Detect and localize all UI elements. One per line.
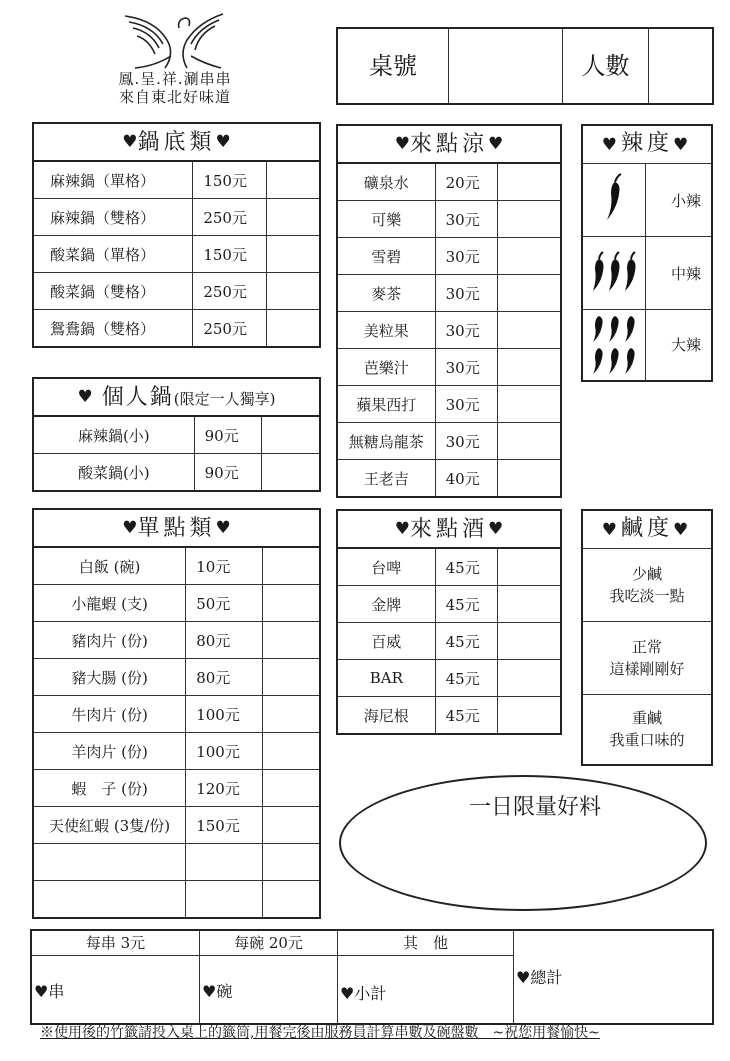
alcohol-row [337,623,561,660]
cold-drinks-table [336,162,562,498]
skewer-count-cell[interactable] [32,931,200,1023]
cold-row [337,349,561,386]
spicy-option-mild[interactable] [583,163,711,236]
item-name: 天使紅蝦 (3隻/份) [33,807,186,844]
heart-icon: ♥ [394,134,410,154]
item-quantity-field[interactable] [262,547,320,585]
heart-icon: ♥ [488,134,504,154]
item-quantity-field[interactable] [262,807,320,844]
spicy-level-box [581,124,713,382]
single-row [33,622,320,659]
personal-note: (限定一人獨享) [173,390,276,408]
personal-table [32,415,321,492]
hotpot-row [33,161,320,199]
item-name: 酸菜鍋（單格） [33,236,193,273]
cold-title: 來點涼 [409,132,488,157]
item-name: 鴛鴦鍋（雙格） [33,310,193,348]
item-quantity-field[interactable] [266,161,320,199]
item-name: 美粒果 [337,312,435,349]
hotpot-row [33,199,320,236]
spicy-hot-label: 大辣 [670,336,701,354]
item-name: 羊肉片 (份) [33,733,186,770]
skewer-label: ♥串 [34,982,65,1001]
logo [95,10,255,105]
item-price: 80元 [186,622,263,659]
item-price: 30元 [435,423,498,460]
heart-icon: ♥ [215,518,231,538]
item-name: 白飯 (碗) [33,547,186,585]
item-quantity-field[interactable] [498,238,561,275]
hotpot-row [33,273,320,310]
item-quantity-field[interactable] [266,236,320,273]
item-name: 王老吉 [337,460,435,498]
item-name [33,844,186,881]
item-name [33,881,186,919]
item-name: 可樂 [337,201,435,238]
salty-heavy-line2: 我重口味的 [609,731,685,749]
heart-icon: ♥ [122,132,138,152]
phoenix-logo-icon [95,10,255,72]
item-price: 10元 [186,547,263,585]
item-price: 45元 [435,586,498,623]
item-name: 礦泉水 [337,163,435,201]
single-row [33,696,320,733]
salty-light-line2: 我吃淡一點 [609,587,685,605]
total-label: ♥總計 [516,968,563,987]
item-name: 豬肉片 (份) [33,622,186,659]
item-quantity-field[interactable] [262,733,320,770]
item-price: 50元 [186,585,263,622]
spicy-mild-label: 小辣 [670,192,701,210]
item-name: 芭樂汁 [337,349,435,386]
item-quantity-field[interactable] [498,660,561,697]
cold-row [337,238,561,275]
chili-pepper-icon [583,164,645,236]
item-price: 45元 [435,548,498,586]
item-name: 雪碧 [337,238,435,275]
single-row [33,733,320,770]
item-name: 蝦 子 (份) [33,770,186,807]
single-row [33,547,320,585]
single-title: 單點類 [137,516,216,541]
bowl-price-header: 每碗 20元 [200,931,337,956]
item-name: BAR [337,660,435,697]
item-price [186,844,263,881]
item-quantity-field[interactable] [498,460,561,498]
alcohol-table [336,547,562,735]
salty-option-light[interactable] [583,548,711,620]
item-quantity-field[interactable] [266,310,320,348]
footer-note: ※使用後的竹籤請投入桌上的籤筒,用餐完後由服務員計算串數及碗盤數 ~祝您用餐愉快~ [40,1025,600,1041]
salty-option-normal[interactable] [583,621,711,693]
item-quantity-field[interactable] [262,659,320,696]
personal-header [32,377,321,416]
heart-icon: ♥ [601,135,621,155]
item-name: 麻辣鍋(小) [33,416,194,454]
heart-icon: ♥ [394,519,410,539]
item-name: 酸菜鍋（雙格） [33,273,193,310]
item-name: 小龍蝦 (支) [33,585,186,622]
salty-header [583,511,711,547]
subtotal-label: ♥小計 [340,984,387,1003]
heart-icon: ♥ [673,135,693,155]
hotpot-header [32,122,321,161]
item-price: 45元 [435,697,498,735]
cold-row [337,312,561,349]
spicy-title: 辣度 [620,131,673,156]
item-price: 100元 [186,733,263,770]
item-name: 豬大腸 (份) [33,659,186,696]
item-quantity-field[interactable] [262,585,320,622]
item-price: 40元 [435,460,498,498]
item-quantity-field[interactable] [262,770,320,807]
personal-row [33,416,320,454]
item-price: 250元 [193,199,266,236]
alcohol-row [337,660,561,697]
item-name: 無糖烏龍茶 [337,423,435,460]
logo-line2: 來自東北好味道 [118,88,231,106]
item-quantity-field[interactable] [498,201,561,238]
hotpot-title: 鍋底類 [137,130,216,155]
heart-icon: ♥ [215,132,231,152]
item-quantity-field[interactable] [498,586,561,623]
item-name: 海尼根 [337,697,435,735]
spicy-option-medium[interactable] [583,236,711,309]
item-price: 30元 [435,238,498,275]
bowl-count-cell[interactable] [200,931,338,1023]
personal-row [33,454,320,492]
cold-row [337,423,561,460]
item-name: 金牌 [337,586,435,623]
item-quantity-field[interactable] [261,454,320,492]
chili-peppers-icon [583,237,645,309]
alcohol-row [337,586,561,623]
item-quantity-field[interactable] [498,386,561,423]
total-cell[interactable] [514,931,712,1023]
item-name: 蘋果西打 [337,386,435,423]
heart-icon: ♥ [673,520,693,540]
single-row [33,585,320,622]
salty-normal-line1: 正常 [631,638,662,656]
salty-option-heavy[interactable] [583,694,711,764]
item-price: 20元 [435,163,498,201]
item-quantity-field[interactable] [498,423,561,460]
hotpot-row [33,236,320,273]
heart-icon: ♥ [122,518,138,538]
item-quantity-field[interactable] [498,349,561,386]
spicy-option-hot[interactable] [583,309,711,381]
tally-box [30,929,714,1025]
item-price: 30元 [435,275,498,312]
chili-peppers-hot-icon [583,310,645,381]
item-price: 120元 [186,770,263,807]
skewer-price-header: 每串 3元 [32,931,199,956]
heart-icon: ♥ [601,520,621,540]
item-price: 30元 [435,349,498,386]
item-quantity-field[interactable] [262,622,320,659]
cold-row [337,163,561,201]
cold-row [337,201,561,238]
item-name: 麻辣鍋（雙格） [33,199,193,236]
item-quantity-field[interactable] [498,312,561,349]
item-price: 30元 [435,201,498,238]
salty-title: 鹹度 [620,516,673,541]
single-row [33,881,320,919]
single-row [33,844,320,881]
item-quantity-field[interactable] [498,275,561,312]
spicy-header [583,126,711,162]
people-count-field[interactable] [649,29,712,103]
item-name: 牛肉片 (份) [33,696,186,733]
alcohol-title: 來點酒 [409,517,488,542]
item-price: 250元 [193,273,266,310]
item-price: 150元 [193,161,266,199]
item-price: 30元 [435,386,498,423]
item-name: 麻辣鍋（單格） [33,161,193,199]
salty-level-box [581,509,713,766]
item-price [186,881,263,919]
salty-normal-line2: 這樣剛剛好 [609,660,685,678]
alcohol-header [336,509,562,548]
table-info-box [336,27,714,105]
table-number-label: 桌號 [338,29,449,103]
item-price: 90元 [194,416,261,454]
cold-row [337,275,561,312]
item-name: 台啤 [337,548,435,586]
alcohol-row [337,697,561,735]
item-quantity-field[interactable] [266,199,320,236]
item-price: 90元 [194,454,261,492]
bowl-label: ♥碗 [202,982,233,1001]
item-name: 酸菜鍋(小) [33,454,194,492]
heart-icon: ♥ [77,387,93,407]
alcohol-row [337,548,561,586]
item-price: 150元 [193,236,266,273]
heart-icon: ♥ [488,519,504,539]
hotpot-row [33,310,320,348]
salty-light-line1: 少鹹 [631,565,662,583]
item-quantity-field[interactable] [498,163,561,201]
item-quantity-field[interactable] [261,416,320,454]
people-count-label: 人數 [563,29,649,103]
cold-row [337,386,561,423]
single-row [33,659,320,696]
table-number-field[interactable] [449,29,563,103]
single-header [32,508,321,547]
item-price: 100元 [186,696,263,733]
item-quantity-field[interactable] [262,696,320,733]
other-header: 其 他 [338,931,513,956]
item-name: 百威 [337,623,435,660]
daily-special-text: 一日限量好料 [468,795,601,820]
item-price: 150元 [186,807,263,844]
salty-heavy-line1: 重鹹 [631,709,662,727]
other-subtotal-cell[interactable] [338,931,514,1023]
item-price: 45元 [435,660,498,697]
item-quantity-field[interactable] [498,623,561,660]
item-quantity-field[interactable] [262,844,320,881]
personal-title: 個人鍋 [101,385,174,410]
cold-header [336,124,562,163]
item-quantity-field[interactable] [266,273,320,310]
single-row [33,807,320,844]
item-quantity-field[interactable] [262,881,320,919]
cold-row [337,460,561,498]
item-quantity-field[interactable] [498,697,561,735]
single-items-table [32,546,321,919]
item-price: 80元 [186,659,263,696]
single-row [33,770,320,807]
item-price: 250元 [193,310,266,348]
item-name: 麥茶 [337,275,435,312]
item-quantity-field[interactable] [498,548,561,586]
item-price: 30元 [435,312,498,349]
hotpot-table [32,160,321,348]
spicy-medium-label: 中辣 [670,265,701,283]
item-price: 45元 [435,623,498,660]
logo-line1: 鳳.呈.祥.涮串串 [118,70,232,88]
